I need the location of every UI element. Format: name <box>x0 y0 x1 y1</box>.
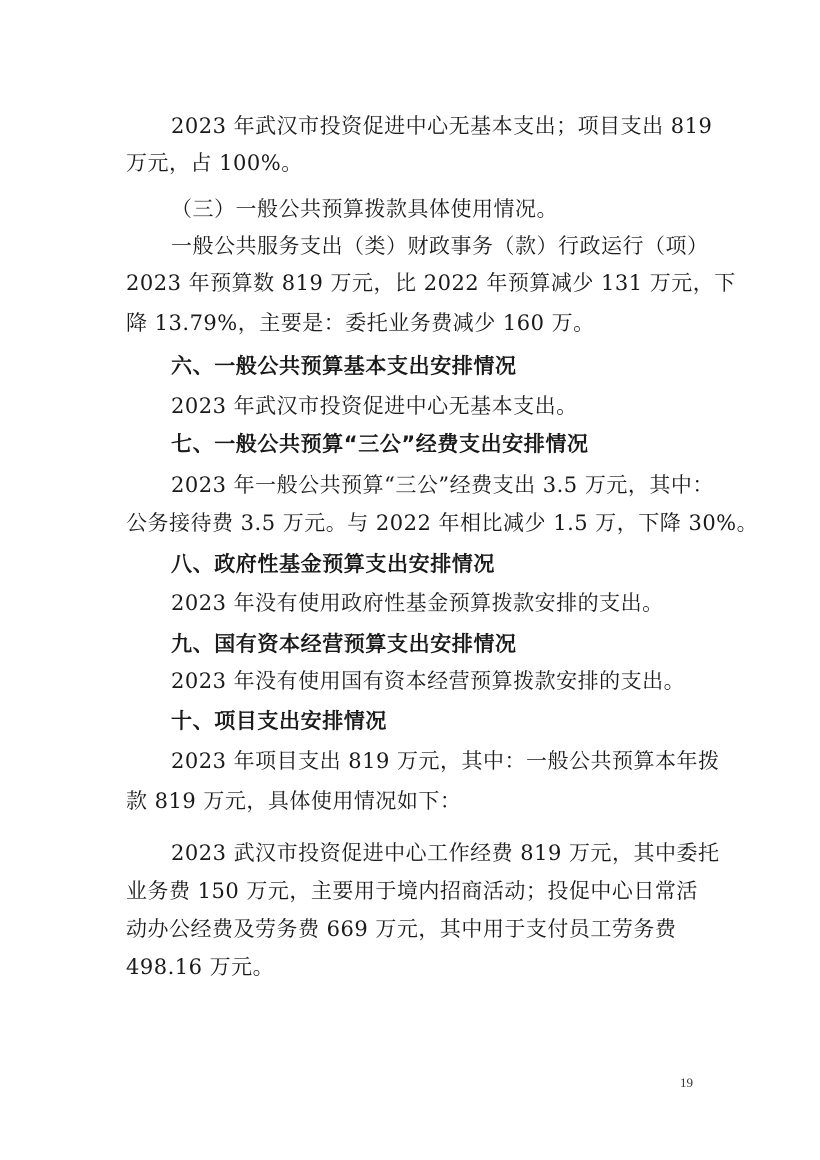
paragraph-line: 业务费 150 万元，主要用于境内招商活动；投促中心日常活 <box>126 879 698 903</box>
section-heading: 八、政府性基金预算支出安排情况 <box>171 552 495 576</box>
paragraph-line: 2023 年武汉市投资促进中心无基本支出。 <box>171 394 578 418</box>
paragraph-line: 动办公经费及劳务费 669 万元，其中用于支付员工劳务费 <box>126 917 677 941</box>
paragraph-line: 2023 武汉市投资促进中心工作经费 819 万元，其中委托 <box>171 841 720 865</box>
section-heading: 七、一般公共预算“三公”经费支出安排情况 <box>171 432 589 456</box>
paragraph-line: 2023 年预算数 819 万元，比 2022 年预算减少 131 万元，下 <box>126 271 736 295</box>
paragraph-line: 降 13.79%，主要是：委托业务费减少 160 万。 <box>126 311 595 335</box>
paragraph-line: 2023 年武汉市投资促进中心无基本支出；项目支出 819 <box>171 114 713 138</box>
paragraph-line: 2023 年项目支出 819 万元，其中：一般公共预算本年拨 <box>171 749 720 773</box>
paragraph-line: 2023 年一般公共预算“三公”经费支出 3.5 万元，其中： <box>171 473 714 497</box>
paragraph-line: 万元，占 100%。 <box>126 151 303 175</box>
paragraph-line: 2023 年没有使用政府性基金预算拨款安排的支出。 <box>171 591 664 615</box>
page-number: 19 <box>680 1075 693 1090</box>
paragraph-line: 498.16 万元。 <box>126 955 275 979</box>
paragraph-line: 公务接待费 3.5 万元。与 2022 年相比减少 1.5 万，下降 30%。 <box>126 511 759 535</box>
section-heading: 六、一般公共预算基本支出安排情况 <box>171 354 517 378</box>
paragraph-line: 2023 年没有使用国有资本经营预算拨款安排的支出。 <box>171 669 686 693</box>
section-heading: 十、项目支出安排情况 <box>171 709 387 733</box>
paragraph-line: 款 819 万元，具体使用情况如下： <box>126 789 462 813</box>
paragraph-line: 一般公共服务支出（类）财政事务（款）行政运行（项） <box>171 234 709 258</box>
section-subtitle: （三）一般公共预算拨款具体使用情况。 <box>171 197 558 221</box>
section-heading: 九、国有资本经营预算支出安排情况 <box>171 632 517 656</box>
